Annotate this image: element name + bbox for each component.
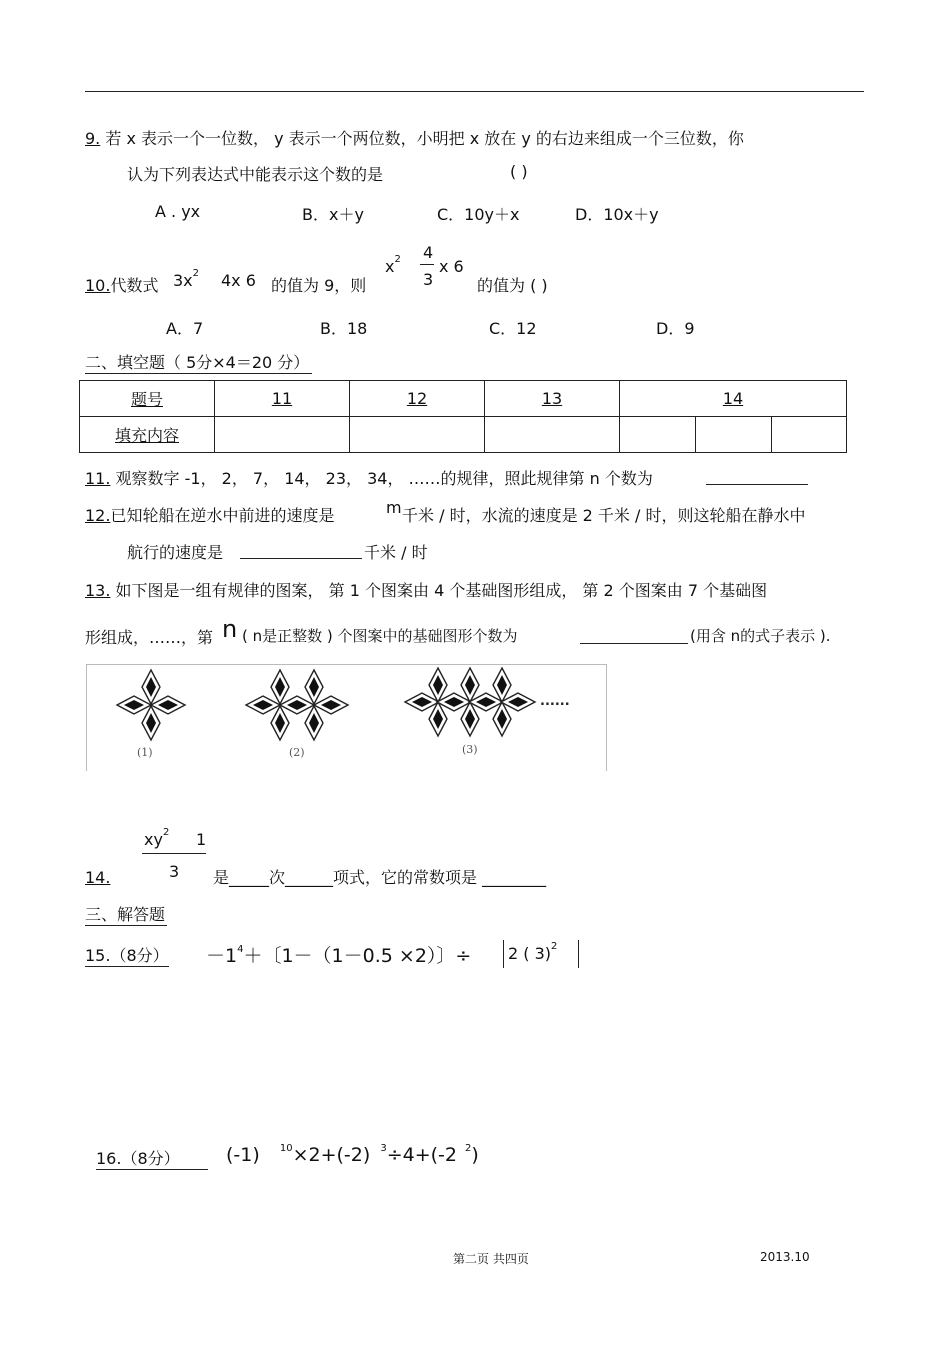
- footer-date: 2013.10: [760, 1250, 810, 1264]
- q10-x2-base: x: [385, 257, 395, 276]
- q10-prefix: 代数式: [110, 276, 159, 295]
- q9-line1: [85, 126, 744, 149]
- q9-option-b: B．x＋y: [302, 205, 364, 224]
- q12-text1b: 千米 / 时，水流的速度是 2 千米 / 时，则这轮船在静水中: [402, 506, 806, 525]
- q10-frac-den: 3: [423, 270, 434, 289]
- answer-table-fill-row: [80, 417, 847, 453]
- q15-expr: [206, 941, 471, 968]
- q16-expr-b: ×2+(-2): [292, 1144, 371, 1166]
- q9-line2: [127, 162, 383, 185]
- q9-option-d: D．10x＋y: [575, 205, 659, 224]
- table-label-question: [80, 381, 215, 417]
- q15-expr-rest: ＋〔1－（1－0.5 ×2）〕÷: [243, 945, 472, 967]
- q13-text2a: 形组成，……，第: [85, 628, 214, 647]
- q16-expr-a-sup: 10: [279, 1143, 293, 1154]
- q12-number: 12.: [85, 506, 111, 525]
- table-cell-14a[interactable]: [620, 417, 696, 453]
- q16-expr: [226, 1144, 479, 1166]
- q14-frac-bar: [142, 853, 206, 854]
- section-2-heading: 二、填空题（ 5分×4＝20 分）: [85, 350, 312, 374]
- q15-abs-inner-text: 2 ( 3): [508, 944, 552, 963]
- table-cell-11[interactable]: [215, 417, 350, 453]
- q9-number: 9.: [85, 129, 101, 148]
- q10-expr1: [173, 268, 200, 290]
- q11-line: [85, 466, 653, 489]
- pattern-label-3: (3): [462, 743, 478, 756]
- q12-line1: [85, 503, 334, 526]
- q15-expr-sup: 4: [237, 944, 244, 955]
- q10-expr2: 4x 6: [221, 271, 256, 290]
- q15-number: 15.（8分）: [85, 943, 169, 967]
- q16-expr-c: ÷4+(-2: [386, 1144, 457, 1166]
- q10-option-a: A．7: [166, 319, 204, 338]
- q10-expr1-base: 3x: [173, 271, 193, 290]
- q13-answer-blank[interactable]: [580, 643, 688, 644]
- q10-suffix: 的值为 ( ): [477, 276, 548, 295]
- q13-text2c: (用含 n的式子表示 ).: [690, 627, 831, 645]
- table-col-12: [350, 381, 485, 417]
- table-cell-14c[interactable]: [772, 417, 847, 453]
- q14-frac-num-base: xy: [144, 830, 163, 849]
- table-label-question-text: 题号: [130, 390, 163, 409]
- table-col-11: [215, 381, 350, 417]
- q13-n: n: [222, 615, 238, 643]
- table-col-14: [620, 381, 847, 417]
- q12-text1a: 已知轮船在逆水中前进的速度是: [110, 506, 335, 525]
- q11-answer-blank[interactable]: [706, 484, 808, 485]
- q13-text1: 如下图是一组有规律的图案， 第 1 个图案由 4 个基础图形组成， 第 2 个图案由 7 个基础图: [110, 581, 768, 600]
- q12-text2a: 航行的速度是: [127, 543, 224, 562]
- q14-number-text: 14.: [85, 868, 111, 887]
- pattern-label-1: (1): [137, 746, 153, 759]
- q12-m: m: [386, 498, 402, 517]
- q9-text1: 若 x 表示一个一位数， y 表示一个两位数，小明把 x 放在 y 的右边来组成一个三位数，你: [105, 129, 744, 148]
- q16-expr-d: ): [471, 1144, 479, 1166]
- answer-table-header-row: [80, 381, 847, 417]
- q9-answer-paren: ( ): [510, 162, 528, 181]
- section-3-heading: 三、解答题: [85, 902, 167, 926]
- table-cell-13[interactable]: [485, 417, 620, 453]
- q16-expr-a: (-1): [226, 1144, 260, 1166]
- pattern-figure-svg: [87, 665, 606, 771]
- table-cell-14b[interactable]: [696, 417, 772, 453]
- q10-option-b: B．18: [320, 319, 368, 338]
- table-col-12-text: 12: [406, 389, 428, 408]
- answer-table: [79, 380, 847, 453]
- q13-number: 13.: [85, 581, 111, 600]
- q14-frac-num-sup: 2: [162, 827, 170, 838]
- footer-page: 第二页 共四页: [453, 1252, 529, 1266]
- q15-abs-inner: [508, 941, 558, 963]
- header-rule: [85, 91, 864, 92]
- q16-expr-b-sup: 3: [380, 1143, 387, 1154]
- table-col-11-text: 11: [271, 389, 293, 408]
- pattern-3: [405, 668, 535, 736]
- q13-line1: [85, 578, 767, 601]
- pattern-2: [246, 670, 348, 740]
- table-col-13: [485, 381, 620, 417]
- q11-text: 观察数字 -1， 2， 7， 14， 23， 34， ……的规律，照此规律第 n 个数为: [110, 469, 653, 488]
- q16-expr-c-sup: 2: [465, 1143, 472, 1154]
- q9-option-a: A . yx: [155, 202, 201, 221]
- q14-frac-num-tail: 1: [196, 830, 207, 849]
- pattern-label-2: (2): [289, 746, 305, 759]
- q10-frac-tail: x 6: [439, 257, 464, 276]
- table-cell-12[interactable]: [350, 417, 485, 453]
- q14-frac-den: 3: [169, 862, 180, 881]
- pattern-ellipsis: ......: [540, 694, 570, 709]
- table-col-14-text: 14: [722, 389, 744, 408]
- q10-option-c: C．12: [489, 319, 537, 338]
- q15-abs-right: [578, 940, 579, 968]
- q15-abs-sup: 2: [551, 941, 558, 952]
- q14-text: 是_____次______项式，它的常数项是 ________: [213, 868, 547, 887]
- q15-abs-left: [503, 940, 504, 968]
- q11-number: 11.: [85, 469, 111, 488]
- q10-line: [85, 273, 158, 296]
- q9-option-c: C．10y＋x: [437, 205, 520, 224]
- q9-text2: 认为下列表达式中能表示这个数的是: [127, 165, 384, 184]
- table-label-fill-text: 填充内容: [114, 426, 179, 445]
- q13-text2b: ( n是正整数 ) 个图案中的基础图形个数为: [242, 627, 518, 645]
- q10-mid: 的值为 9，则: [271, 276, 367, 295]
- pattern-1: [117, 670, 185, 740]
- q10-option-d: D．9: [656, 319, 695, 338]
- q10-frac-bar: [420, 264, 434, 265]
- q10-frac-num: 4: [423, 243, 434, 262]
- q16-number: 16.（8分）: [96, 1146, 208, 1170]
- q10-number: 10.: [85, 276, 111, 295]
- q15-expr-base: －1: [206, 945, 238, 967]
- q12-text2b: 千米 / 时: [364, 543, 428, 562]
- pattern-figure: [86, 664, 607, 771]
- q10-x2-sup: 2: [394, 254, 401, 265]
- table-label-fill: [80, 417, 215, 453]
- q10-expr1-sup: 2: [192, 268, 200, 279]
- q14-number: [85, 868, 110, 887]
- q12-answer-blank[interactable]: [240, 558, 362, 559]
- q10-x2: [385, 254, 401, 276]
- table-col-13-text: 13: [541, 389, 563, 408]
- q14-frac-num: [144, 827, 170, 849]
